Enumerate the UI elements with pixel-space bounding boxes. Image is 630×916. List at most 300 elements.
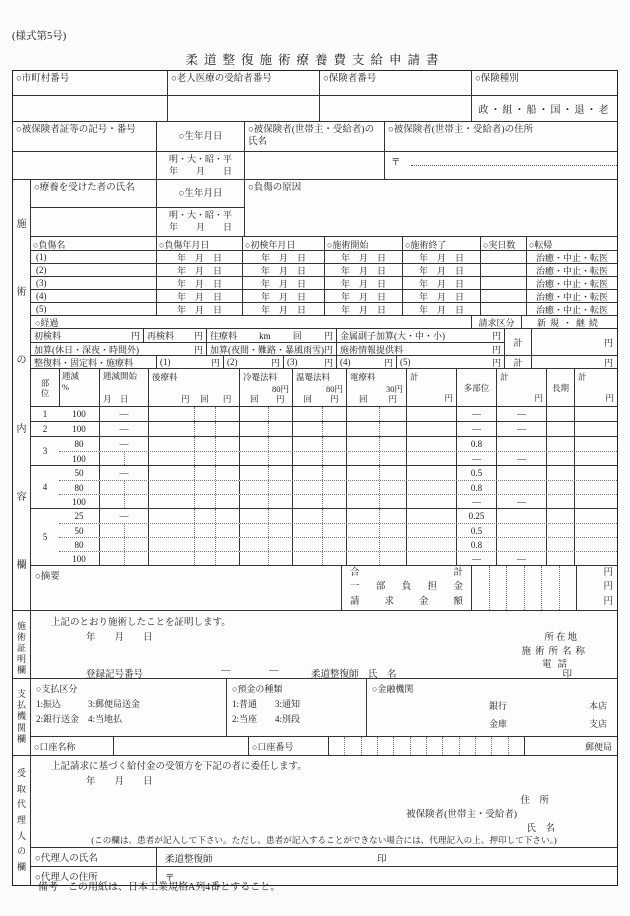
injury-date-cell[interactable]: 年 月 日	[324, 277, 402, 289]
item-5-fee-cell[interactable]	[396, 356, 504, 368]
subtotal-1-cell[interactable]	[406, 552, 456, 565]
blank-subfield[interactable]	[215, 538, 239, 551]
blank-subfield[interactable]	[215, 466, 239, 480]
elderly-recipient-field[interactable]	[168, 96, 319, 120]
blank-subfield[interactable]	[149, 422, 194, 436]
blank-subfield[interactable]	[322, 466, 346, 480]
multi-part-cell: —	[456, 422, 496, 436]
blank-subfield[interactable]	[268, 552, 292, 565]
blank-subfield[interactable]	[322, 452, 346, 465]
insured-address-field[interactable]	[385, 152, 617, 179]
deposit-options-1: 1:普通 3:通知	[232, 699, 301, 709]
digit-box[interactable]	[361, 737, 377, 755]
blank-subfield[interactable]	[379, 466, 406, 480]
subtotal-3-cell[interactable]	[574, 452, 617, 465]
long-term-cell[interactable]	[546, 538, 574, 551]
long-term-cell[interactable]	[546, 524, 574, 537]
blank-subfield[interactable]	[194, 509, 216, 523]
blank-subfield[interactable]	[215, 481, 239, 494]
blank-subfield[interactable]	[347, 552, 379, 565]
digit-box[interactable]	[489, 566, 507, 610]
blank-subfield[interactable]	[149, 509, 194, 523]
reduction-start-cell[interactable]	[99, 552, 148, 565]
first-exam-fee-cell[interactable]	[31, 329, 143, 342]
summary-label: ○摘要	[35, 572, 60, 582]
blank-subfield[interactable]	[194, 495, 216, 508]
injury-date-cell[interactable]: 年 月 日	[402, 303, 480, 315]
blank-subfield[interactable]	[322, 509, 346, 523]
blank-subfield[interactable]	[215, 552, 239, 565]
subtotal-3-cell[interactable]	[574, 437, 617, 451]
warm-compress-cell[interactable]	[292, 495, 346, 508]
long-term-cell[interactable]	[546, 481, 574, 494]
digit-box[interactable]	[524, 566, 542, 610]
blank-subfield[interactable]	[194, 524, 216, 537]
night-extra-cell[interactable]	[206, 343, 336, 355]
injury-date-cell[interactable]: 年 月 日	[242, 251, 324, 263]
digit-box[interactable]	[442, 737, 458, 755]
electro-therapy-cell[interactable]	[346, 437, 406, 451]
cold-compress-cell[interactable]	[239, 422, 292, 436]
blank-subfield[interactable]	[240, 552, 268, 565]
warm-compress-cell[interactable]	[292, 452, 346, 465]
injury-date-cell[interactable]: 年 月 日	[242, 264, 324, 276]
re-exam-fee-cell[interactable]	[143, 329, 206, 342]
blank-subfield[interactable]	[194, 552, 216, 565]
injury-date-cell[interactable]: 年 月 日	[402, 264, 480, 276]
cold-compress-cell[interactable]	[239, 552, 292, 565]
after-fee-cell[interactable]	[148, 452, 239, 465]
patient-row	[31, 180, 617, 236]
warm-compress-cell[interactable]	[292, 538, 346, 551]
injury-outcome-cell[interactable]: 治癒・中止・転医	[526, 277, 617, 289]
blank-subfield[interactable]	[149, 407, 194, 421]
blank-subfield[interactable]	[149, 552, 194, 565]
reduction-start-cell[interactable]: —	[99, 509, 148, 523]
blank-subfield[interactable]	[293, 437, 322, 451]
blank-subfield[interactable]	[124, 452, 148, 465]
subtotal-1-cell[interactable]	[406, 509, 456, 523]
reduction-start-cell[interactable]	[99, 495, 148, 508]
injury-date-cell[interactable]: 年 月 日	[324, 303, 402, 315]
after-fee-cell[interactable]	[148, 481, 239, 494]
insured-name-field[interactable]	[245, 152, 384, 179]
cold-compress-cell[interactable]	[239, 437, 292, 451]
holiday-extra-label: 加算(休日・深夜・時間外)	[34, 344, 139, 355]
blank-subfield[interactable]	[347, 524, 379, 537]
treatment-side-label	[13, 180, 31, 610]
digit-box[interactable]	[426, 737, 442, 755]
blank-subfield[interactable]	[124, 538, 148, 551]
after-fee-cell[interactable]	[148, 538, 239, 551]
blank-subfield[interactable]	[240, 538, 268, 551]
blank-subfield[interactable]	[240, 495, 268, 508]
account-name-field[interactable]	[113, 737, 248, 755]
blank-subfield[interactable]	[100, 538, 124, 551]
blank-subfield[interactable]	[347, 437, 379, 451]
fees-subtotal-field[interactable]	[531, 329, 617, 355]
digit-box[interactable]	[393, 737, 409, 755]
office-name-label: 施術所名称	[521, 647, 589, 657]
blank-subfield[interactable]	[194, 437, 216, 451]
blank-subfield[interactable]	[347, 422, 379, 436]
blank-subfield[interactable]	[194, 422, 216, 436]
blank-subfield[interactable]	[240, 481, 268, 494]
blank-subfield[interactable]	[268, 481, 292, 494]
injury-date-cell[interactable]: 年 月 日	[402, 277, 480, 289]
reduction-start-cell[interactable]	[99, 524, 148, 537]
long-term-cell[interactable]	[546, 452, 574, 465]
item-2-fee-cell[interactable]	[223, 356, 283, 368]
reduction-start-cell[interactable]	[99, 538, 148, 551]
digit-box[interactable]	[541, 566, 559, 610]
blank-subfield[interactable]	[293, 524, 322, 537]
visit-fee-cell[interactable]	[206, 329, 336, 342]
after-fee-cell[interactable]	[148, 552, 239, 565]
warm-compress-cell[interactable]	[292, 524, 346, 537]
yen-unit: 円	[210, 357, 220, 368]
subtotal-3-cell[interactable]	[574, 466, 617, 480]
blank-subfield[interactable]	[149, 466, 194, 480]
blank-subfield[interactable]	[379, 437, 406, 451]
reduction-start-cell[interactable]	[99, 452, 148, 465]
subtotal-3-cell[interactable]	[574, 509, 617, 523]
injury-outcome-cell[interactable]: 治癒・中止・転医	[526, 303, 617, 315]
blank-subfield[interactable]	[149, 495, 194, 508]
blank-subfield[interactable]	[322, 538, 346, 551]
subtotal-3-cell[interactable]	[574, 407, 617, 421]
subtotal-1-cell[interactable]	[406, 437, 456, 451]
blank-subfield[interactable]	[379, 524, 406, 537]
injury-days-cell[interactable]	[480, 251, 526, 263]
blank-subfield[interactable]	[240, 452, 268, 465]
blank-subfield[interactable]	[215, 524, 239, 537]
injury-days-cell[interactable]	[480, 290, 526, 302]
digit-box[interactable]	[559, 566, 577, 610]
subtotal-1-cell[interactable]	[406, 452, 456, 465]
electro-therapy-cell[interactable]	[346, 481, 406, 494]
electro-therapy-cell[interactable]	[346, 407, 406, 421]
deposit-type-cell[interactable]	[226, 679, 366, 736]
after-fee-cell[interactable]	[148, 524, 239, 537]
injury-date-cell[interactable]: 年 月 日	[156, 290, 242, 302]
blank-subfield[interactable]	[215, 495, 239, 508]
blank-subfield[interactable]	[149, 452, 194, 465]
subtotal-3-cell[interactable]	[574, 422, 617, 436]
payment-type-cell[interactable]	[31, 679, 226, 736]
injury-days-cell[interactable]	[480, 303, 526, 315]
blank-subfield[interactable]	[322, 552, 346, 565]
blank-subfield[interactable]	[268, 422, 292, 436]
blank-subfield[interactable]	[322, 422, 346, 436]
electro-therapy-cell[interactable]	[346, 452, 406, 465]
injury-cause-field[interactable]	[244, 180, 617, 236]
injury-date-cell[interactable]: 年 月 日	[156, 264, 242, 276]
warm-compress-cell[interactable]	[292, 407, 346, 421]
blank-subfield[interactable]	[268, 538, 292, 551]
insurance-type-options[interactable]: 政・組・船・国・退・老	[478, 104, 611, 116]
item-3-fee-cell[interactable]	[283, 356, 336, 368]
warm-compress-cell[interactable]	[292, 552, 346, 565]
injury-name-cell[interactable]: (5)	[36, 304, 47, 314]
blank-subfield[interactable]	[149, 481, 194, 494]
blank-subfield[interactable]	[293, 538, 322, 551]
subtotal-1-cell[interactable]	[406, 538, 456, 551]
blank-subfield[interactable]	[240, 466, 268, 480]
account-number-boxes[interactable]	[328, 737, 524, 755]
holiday-extra-cell[interactable]	[31, 343, 206, 355]
digit-box[interactable]	[410, 737, 426, 755]
summary-field[interactable]	[31, 566, 341, 610]
blank-subfield[interactable]	[347, 466, 379, 480]
injury-outcome-cell[interactable]: 治癒・中止・転医	[526, 251, 617, 263]
blank-subfield[interactable]	[293, 509, 322, 523]
injury-date-cell[interactable]: 年 月 日	[156, 277, 242, 289]
injury-name-cell[interactable]: (1)	[36, 252, 47, 262]
blank-subfield[interactable]	[268, 452, 292, 465]
blank-subfield[interactable]	[347, 495, 379, 508]
warm-compress-cell[interactable]	[292, 422, 346, 436]
long-term-cell[interactable]	[546, 466, 574, 480]
subtotal-1-cell[interactable]	[406, 495, 456, 508]
blank-subfield[interactable]	[215, 452, 239, 465]
digit-box[interactable]	[472, 566, 489, 610]
blank-subfield[interactable]	[100, 552, 124, 565]
blank-subfield[interactable]	[124, 481, 148, 494]
blank-subfield[interactable]	[379, 538, 406, 551]
blank-subfield[interactable]	[322, 407, 346, 421]
injury-date-cell[interactable]: 年 月 日	[156, 303, 242, 315]
subtotal-3-cell[interactable]	[574, 524, 617, 537]
blank-subfield[interactable]	[124, 495, 148, 508]
after-fee-cell[interactable]	[148, 437, 239, 451]
long-term-cell[interactable]	[546, 552, 574, 565]
electro-therapy-cell[interactable]	[346, 552, 406, 565]
subtotal-3-cell[interactable]	[574, 495, 617, 508]
injury-date-cell[interactable]: 年 月 日	[242, 303, 324, 315]
digit-box[interactable]	[508, 737, 524, 755]
blank-subfield[interactable]	[293, 495, 322, 508]
cold-compress-cell[interactable]	[239, 538, 292, 551]
digit-box[interactable]	[377, 737, 393, 755]
injury-name-cell[interactable]: (3)	[36, 278, 47, 288]
after-fee-cell[interactable]	[148, 466, 239, 480]
blank-subfield[interactable]	[293, 422, 322, 436]
form-code: (様式第5号)	[12, 31, 67, 42]
delegation-date-field[interactable]: 年 月 日	[86, 777, 153, 787]
injury-date-cell[interactable]: 年 月 日	[242, 290, 324, 302]
reduction-start-cell[interactable]: —	[99, 422, 148, 436]
injury-date-cell[interactable]: 年 月 日	[242, 277, 324, 289]
cold-compress-cell[interactable]	[239, 452, 292, 465]
electro-therapy-cell[interactable]	[346, 466, 406, 480]
seifuku-total-field[interactable]	[531, 356, 617, 368]
blank-subfield[interactable]	[268, 495, 292, 508]
totals-digit-boxes[interactable]	[471, 566, 576, 610]
info-fee-cell[interactable]	[336, 343, 504, 355]
subtotal-3-cell[interactable]	[574, 552, 617, 565]
municipality-field[interactable]	[13, 96, 167, 120]
blank-subfield[interactable]	[268, 524, 292, 537]
warm-compress-cell[interactable]	[292, 509, 346, 523]
agent-name-field[interactable]	[156, 848, 617, 866]
warm-compress-cell[interactable]	[292, 466, 346, 480]
long-term-cell[interactable]	[546, 422, 574, 436]
insured-symbol-field[interactable]	[13, 152, 156, 179]
claim-type-options[interactable]: 新規・継続	[521, 316, 617, 328]
blank-subfield[interactable]	[347, 407, 379, 421]
blank-subfield[interactable]	[379, 495, 406, 508]
digit-box[interactable]	[506, 566, 524, 610]
blank-subfield[interactable]	[194, 407, 216, 421]
after-fee-cell[interactable]	[148, 495, 239, 508]
institution-cell[interactable]	[366, 679, 617, 736]
subtotal-1-cell[interactable]	[406, 466, 456, 480]
blank-subfield[interactable]	[293, 552, 322, 565]
injury-date-cell[interactable]: 年 月 日	[324, 264, 402, 276]
long-term-cell[interactable]	[546, 495, 574, 508]
blank-subfield[interactable]	[240, 437, 268, 451]
patient-birth-field[interactable]	[157, 208, 244, 235]
blank-subfield[interactable]	[100, 452, 124, 465]
blank-subfield[interactable]	[322, 495, 346, 508]
item-4-fee-cell[interactable]	[336, 356, 396, 368]
long-term-cell[interactable]	[546, 437, 574, 451]
blank-subfield[interactable]	[379, 422, 406, 436]
blank-subfield[interactable]	[215, 422, 239, 436]
reduction-start-cell[interactable]: —	[99, 437, 148, 451]
metal-splint-cell[interactable]	[336, 329, 504, 342]
blank-subfield[interactable]	[379, 509, 406, 523]
blank-subfield[interactable]	[215, 509, 239, 523]
blank-subfield[interactable]	[379, 552, 406, 565]
blank-subfield[interactable]	[347, 481, 379, 494]
blank-subfield[interactable]	[149, 524, 194, 537]
digit-box[interactable]	[459, 737, 475, 755]
reduction-percent-cell: 100	[72, 409, 86, 419]
electro-therapy-cell[interactable]	[346, 509, 406, 523]
blank-subfield[interactable]	[194, 452, 216, 465]
injury-days-cell[interactable]	[480, 277, 526, 289]
injury-date-cell[interactable]: 年 月 日	[324, 251, 402, 263]
patient-name-field[interactable]	[31, 208, 156, 235]
injury-outcome-cell[interactable]: 治癒・中止・転医	[526, 290, 617, 302]
blank-subfield[interactable]	[240, 524, 268, 537]
blank-subfield[interactable]	[379, 407, 406, 421]
blank-subfield[interactable]	[347, 452, 379, 465]
blank-subfield[interactable]	[215, 407, 239, 421]
blank-subfield[interactable]	[268, 407, 292, 421]
injury-days-cell[interactable]	[480, 264, 526, 276]
subtotal-1-cell[interactable]	[406, 524, 456, 537]
blank-subfield[interactable]	[240, 422, 268, 436]
blank-subfield[interactable]	[268, 509, 292, 523]
electro-therapy-cell[interactable]	[346, 524, 406, 537]
digit-box[interactable]	[491, 737, 507, 755]
reduction-start-cell[interactable]: —	[99, 466, 148, 480]
cold-compress-cell[interactable]	[239, 524, 292, 537]
blank-subfield[interactable]	[194, 538, 216, 551]
subtotal-3-cell[interactable]	[574, 538, 617, 551]
subtotal-1-cell[interactable]	[406, 422, 456, 436]
cold-compress-cell[interactable]	[239, 466, 292, 480]
blank-subfield[interactable]	[268, 466, 292, 480]
blank-subfield[interactable]	[347, 509, 379, 523]
long-term-cell[interactable]	[546, 509, 574, 523]
blank-subfield[interactable]	[322, 437, 346, 451]
reduction-start-cell[interactable]: —	[99, 407, 148, 421]
seal-mark: 印	[562, 670, 572, 680]
digit-box[interactable]	[329, 737, 344, 755]
blank-subfield[interactable]	[322, 481, 346, 494]
after-fee-cell[interactable]	[148, 509, 239, 523]
electro-therapy-cell[interactable]	[346, 495, 406, 508]
blank-subfield[interactable]	[240, 509, 268, 523]
blank-subfield[interactable]	[322, 524, 346, 537]
reduction-start-cell[interactable]	[99, 481, 148, 494]
blank-subfield[interactable]	[149, 437, 194, 451]
cold-compress-cell[interactable]	[239, 495, 292, 508]
blank-subfield[interactable]	[100, 495, 124, 508]
injury-name-cell[interactable]: (2)	[36, 265, 47, 275]
blank-subfield[interactable]	[293, 481, 322, 494]
long-term-cell[interactable]	[546, 407, 574, 421]
digit-box[interactable]	[344, 737, 360, 755]
side-label-char: 術	[16, 632, 26, 642]
blank-subfield[interactable]	[240, 407, 268, 421]
electro-therapy-cell[interactable]	[346, 422, 406, 436]
after-fee-cell[interactable]	[148, 422, 239, 436]
blank-subfield[interactable]	[100, 524, 124, 537]
cold-compress-cell[interactable]	[239, 509, 292, 523]
blank-subfield[interactable]	[215, 437, 239, 451]
blank-subfield[interactable]	[268, 437, 292, 451]
blank-subfield[interactable]	[379, 452, 406, 465]
subtotal-3-cell[interactable]	[574, 481, 617, 494]
subtotal-1-cell[interactable]	[406, 481, 456, 494]
injury-date-cell[interactable]: 年 月 日	[324, 290, 402, 302]
injury-outcome-cell[interactable]: 治癒・中止・転医	[526, 264, 617, 276]
insurer-number-field[interactable]	[320, 96, 471, 120]
blank-subfield[interactable]	[100, 481, 124, 494]
blank-subfield[interactable]	[149, 538, 194, 551]
insured-birth-field[interactable]	[157, 152, 244, 179]
injury-name-cell[interactable]: (4)	[36, 291, 47, 301]
injury-date-cell[interactable]: 年 月 日	[402, 251, 480, 263]
blank-subfield[interactable]	[379, 481, 406, 494]
blank-subfield[interactable]	[293, 466, 322, 480]
after-fee-cell[interactable]	[148, 407, 239, 421]
blank-subfield[interactable]	[194, 481, 216, 494]
warm-compress-cell[interactable]	[292, 481, 346, 494]
subtotal-1-cell[interactable]	[406, 407, 456, 421]
blank-subfield[interactable]	[347, 538, 379, 551]
blank-subfield[interactable]	[194, 466, 216, 480]
blank-subfield[interactable]	[293, 407, 322, 421]
warm-compress-cell[interactable]	[292, 437, 346, 451]
item-1-fee-cell[interactable]	[156, 356, 223, 368]
cold-compress-cell[interactable]	[239, 407, 292, 421]
blank-subfield[interactable]	[124, 552, 148, 565]
blank-subfield[interactable]	[124, 524, 148, 537]
injury-date-cell[interactable]: 年 月 日	[402, 290, 480, 302]
digit-box[interactable]	[475, 737, 491, 755]
cold-compress-cell[interactable]	[239, 481, 292, 494]
certify-date-field[interactable]: 年 月 日	[86, 633, 153, 643]
injury-date-cell[interactable]: 年 月 日	[156, 251, 242, 263]
blank-subfield[interactable]	[293, 452, 322, 465]
electro-therapy-cell[interactable]	[346, 538, 406, 551]
